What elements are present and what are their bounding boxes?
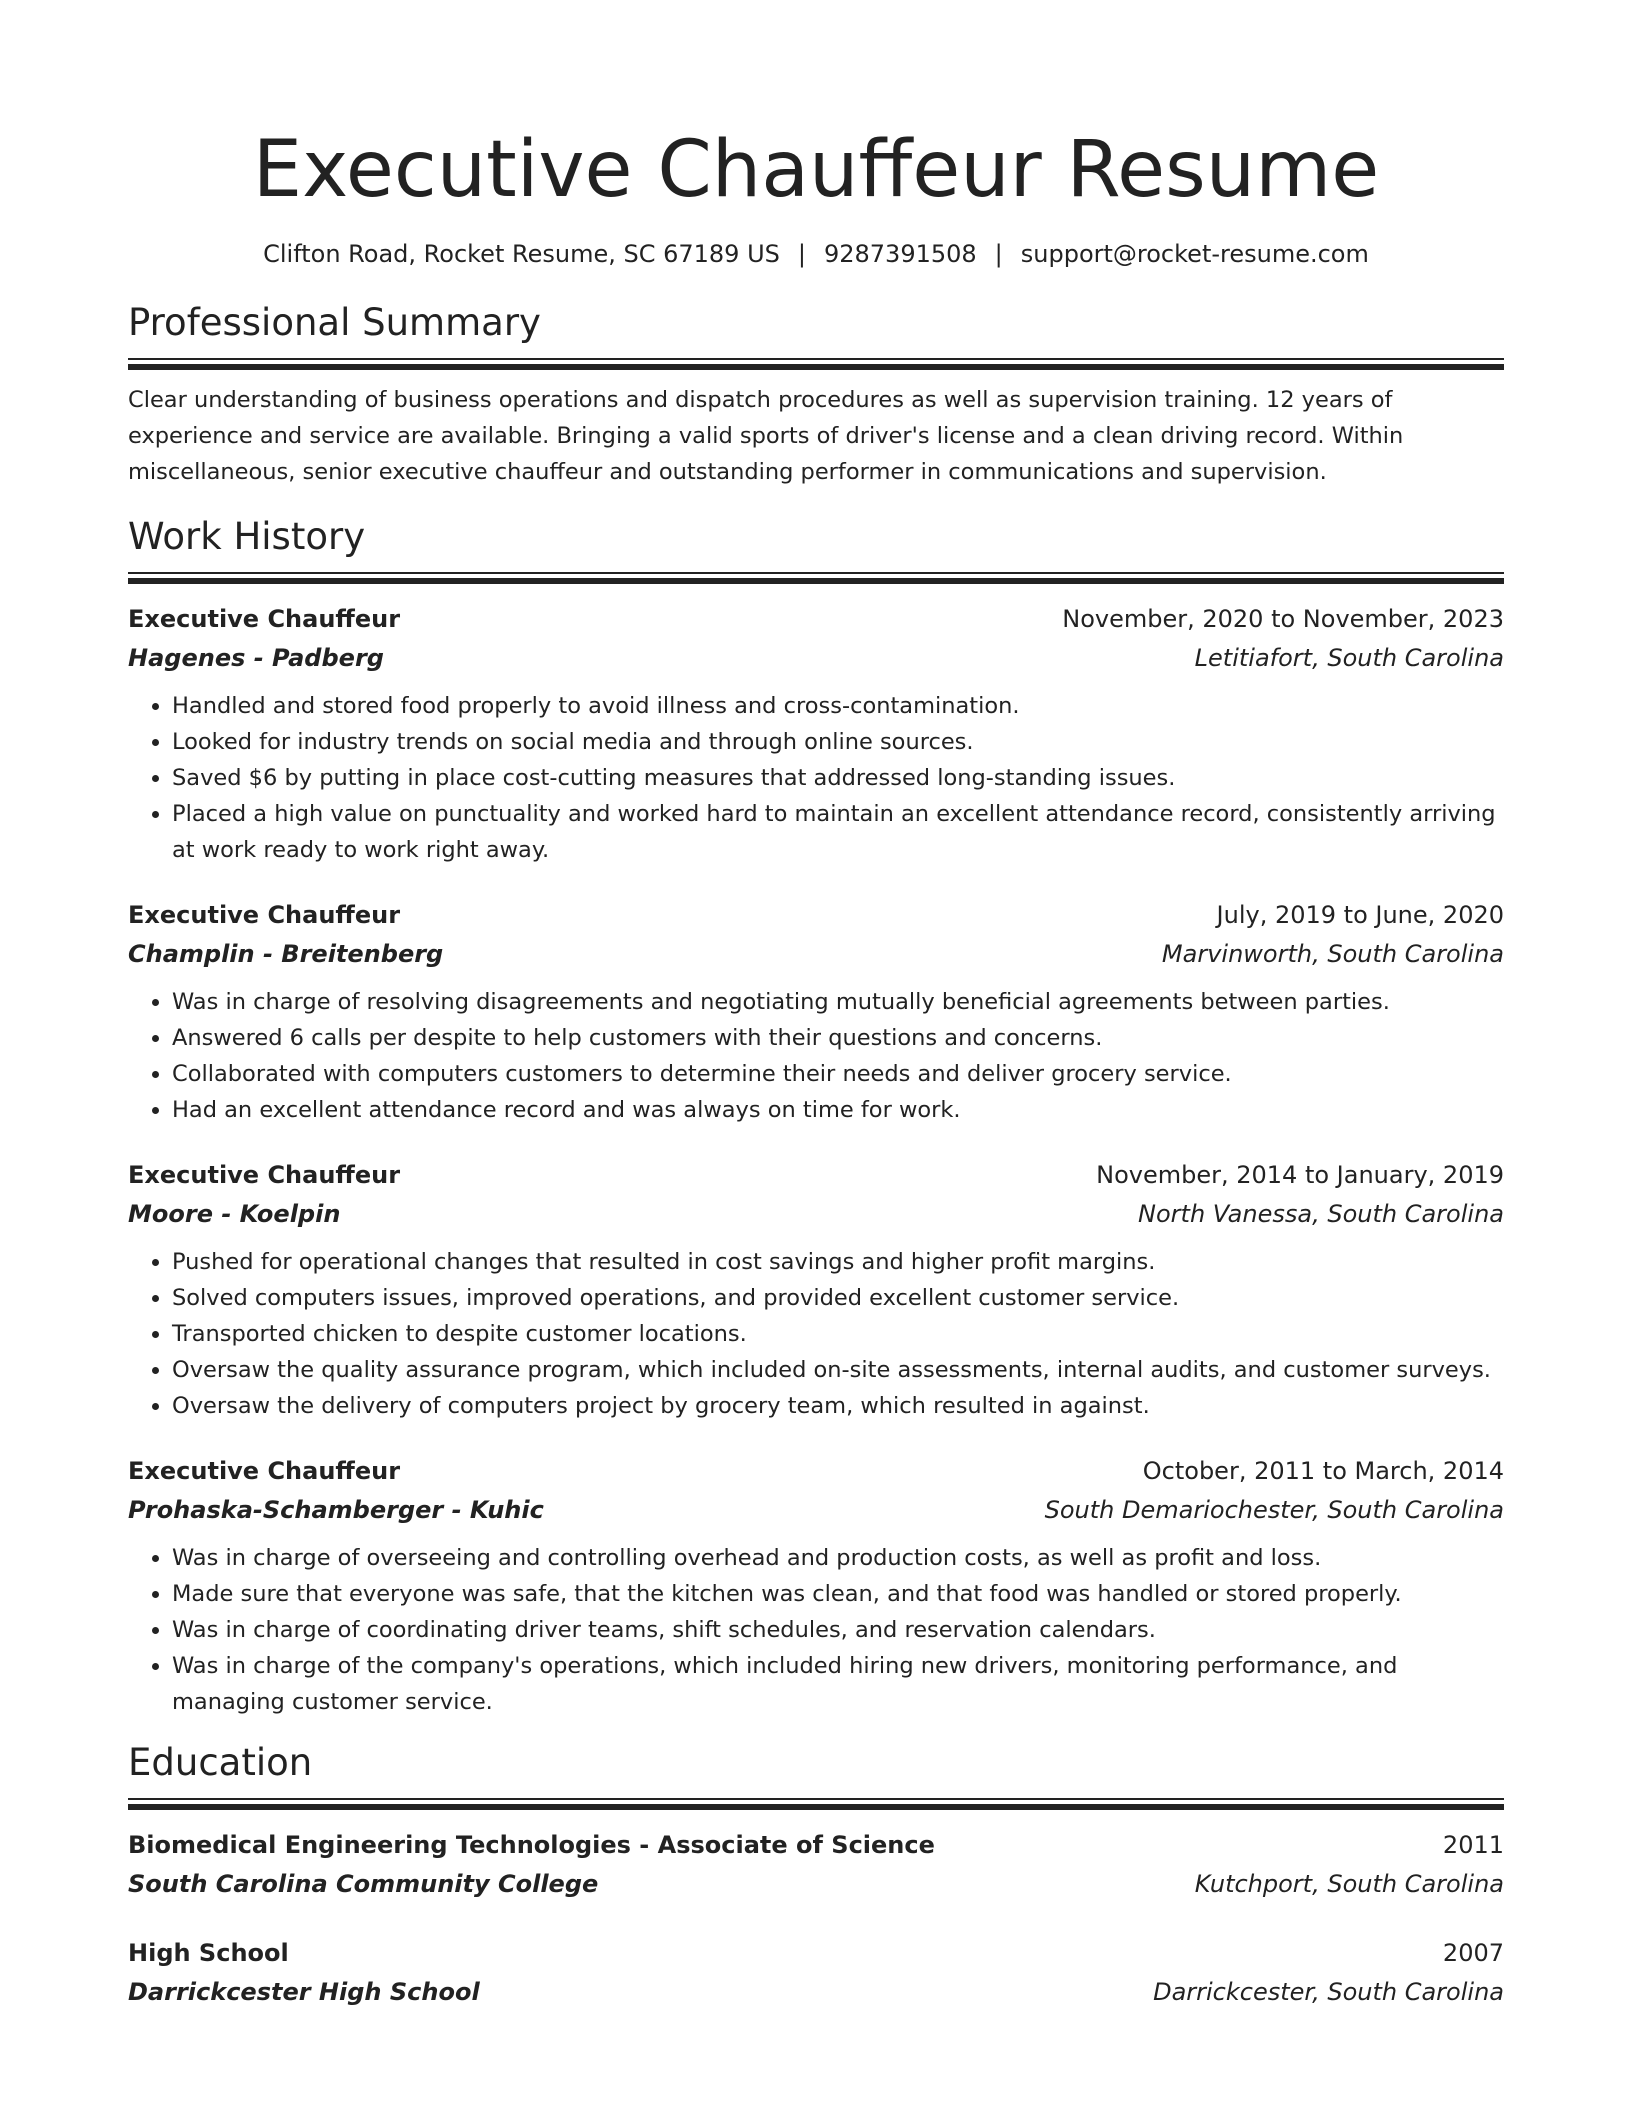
job-dates: November, 2014 to January, 2019 xyxy=(1096,1161,1504,1189)
job-entry xyxy=(128,600,1504,868)
contact-phone: 9287391508 xyxy=(823,240,977,268)
job-bullets xyxy=(128,688,1504,868)
job-title: Executive Chauffeur xyxy=(128,1161,401,1189)
job-dates: October, 2011 to March, 2014 xyxy=(1142,1457,1504,1485)
job-bullet: • Made sure that everyone was safe, that the kitchen was clean, and that food was handled or stored properly. xyxy=(172,1576,1504,1612)
job-title: Executive Chauffeur xyxy=(128,605,401,633)
job-bullet: • Oversaw the delivery of computers project by grocery team, which resulted in against. xyxy=(172,1388,1504,1424)
education-degree: Biomedical Engineering Technologies - Associate of Science xyxy=(128,1831,935,1859)
section-divider xyxy=(128,1798,1504,1810)
contact-email: support@rocket-resume.com xyxy=(1020,240,1369,268)
resume-title: Executive Chauffeur Resume xyxy=(252,125,1380,215)
job-title: Executive Chauffeur xyxy=(128,901,401,929)
job-bullet: • Oversaw the quality assurance program, which included on-site assessments, internal audits, and customer surveys. xyxy=(172,1352,1504,1388)
job-location: Marvinworth, South Carolina xyxy=(1161,940,1504,968)
job-bullet: • Transported chicken to despite customer locations. xyxy=(172,1316,1504,1352)
job-bullet: • Answered 6 calls per despite to help customers with their questions and concerns. xyxy=(172,1020,1504,1056)
job-bullet: • Had an excellent attendance record and was always on time for work. xyxy=(172,1092,1504,1128)
job-entry xyxy=(128,896,1504,1128)
job-bullet: • Was in charge of coordinating driver teams, shift schedules, and reservation calendars. xyxy=(172,1612,1504,1648)
job-bullet: • Collaborated with computers customers to determine their needs and deliver grocery service. xyxy=(172,1056,1504,1092)
education-school: Darrickcester High School xyxy=(128,1978,480,2006)
job-bullet: • Was in charge of overseeing and controlling overhead and production costs, as well as profit and loss. xyxy=(172,1540,1504,1576)
job-bullet: • Solved computers issues, improved operations, and provided excellent customer service. xyxy=(172,1280,1504,1316)
section-divider xyxy=(128,572,1504,584)
education-section xyxy=(128,1740,1504,2012)
job-title: Executive Chauffeur xyxy=(128,1457,401,1485)
summary-text: Clear understanding of business operations and dispatch procedures as well as supervision training. 12 years of experience and service are available. Bringing a valid sports of driver's license and a clean driving record. Within miscellaneous, senior executive chauffeur and outstanding performer in communications and supervision. xyxy=(128,387,1404,485)
job-bullet: • Was in charge of resolving disagreements and negotiating mutually beneficial agreements between parties. xyxy=(172,984,1504,1020)
contact-line xyxy=(128,238,1504,270)
job-bullets xyxy=(128,984,1504,1128)
education-location: Kutchport, South Carolina xyxy=(1194,1870,1504,1898)
job-bullet: • Was in charge of the company's operations, which included hiring new drivers, monitoring performance, and managing customer service. xyxy=(172,1648,1504,1720)
job-location: North Vanessa, South Carolina xyxy=(1138,1200,1504,1228)
job-bullets xyxy=(128,1244,1504,1424)
job-bullet: • Saved $6 by putting in place cost-cutting measures that addressed long-standing issues. xyxy=(172,760,1504,796)
job-entry xyxy=(128,1156,1504,1424)
job-bullet: • Placed a high value on punctuality and worked hard to maintain an excellent attendance record, consistently arriving at work ready to work right away. xyxy=(172,796,1504,868)
summary-section xyxy=(128,300,1504,490)
job-bullet: • Pushed for operational changes that resulted in cost savings and higher profit margins. xyxy=(172,1244,1504,1280)
education-year: 2007 xyxy=(1442,1939,1504,1967)
contact-address: Clifton Road, Rocket Resume, SC 67189 US xyxy=(263,240,780,268)
job-entry xyxy=(128,1452,1504,1720)
work-history-section xyxy=(128,514,1504,1720)
section-heading-work-history: Work History xyxy=(128,515,366,558)
education-location: Darrickcester, South Carolina xyxy=(1153,1978,1504,2006)
section-heading-education: Education xyxy=(128,1741,313,1784)
job-company: Prohaska-Schamberger - Kuhic xyxy=(128,1496,544,1524)
job-location: South Demariochester, South Carolina xyxy=(1044,1496,1504,1524)
job-company: Champlin - Breitenberg xyxy=(128,940,444,968)
job-bullet: • Handled and stored food properly to avoid illness and cross-contamination. xyxy=(172,688,1504,724)
education-entry xyxy=(128,1934,1504,2012)
section-divider xyxy=(128,358,1504,370)
job-dates: July, 2019 to June, 2020 xyxy=(1216,901,1504,929)
job-company: Moore - Koelpin xyxy=(128,1200,341,1228)
education-year: 2011 xyxy=(1442,1831,1504,1859)
education-entry xyxy=(128,1826,1504,1904)
contact-separator: | xyxy=(797,240,806,268)
job-bullets xyxy=(128,1540,1504,1720)
section-heading-summary: Professional Summary xyxy=(128,301,541,344)
resume-page xyxy=(128,0,1504,2042)
education-school: South Carolina Community College xyxy=(128,1870,599,1898)
job-location: Letitiafort, South Carolina xyxy=(1194,644,1504,672)
education-degree: High School xyxy=(128,1939,289,1967)
job-bullet: • Looked for industry trends on social media and through online sources. xyxy=(172,724,1504,760)
job-company: Hagenes - Padberg xyxy=(128,644,384,672)
job-dates: November, 2020 to November, 2023 xyxy=(1062,605,1504,633)
contact-separator: | xyxy=(994,240,1003,268)
